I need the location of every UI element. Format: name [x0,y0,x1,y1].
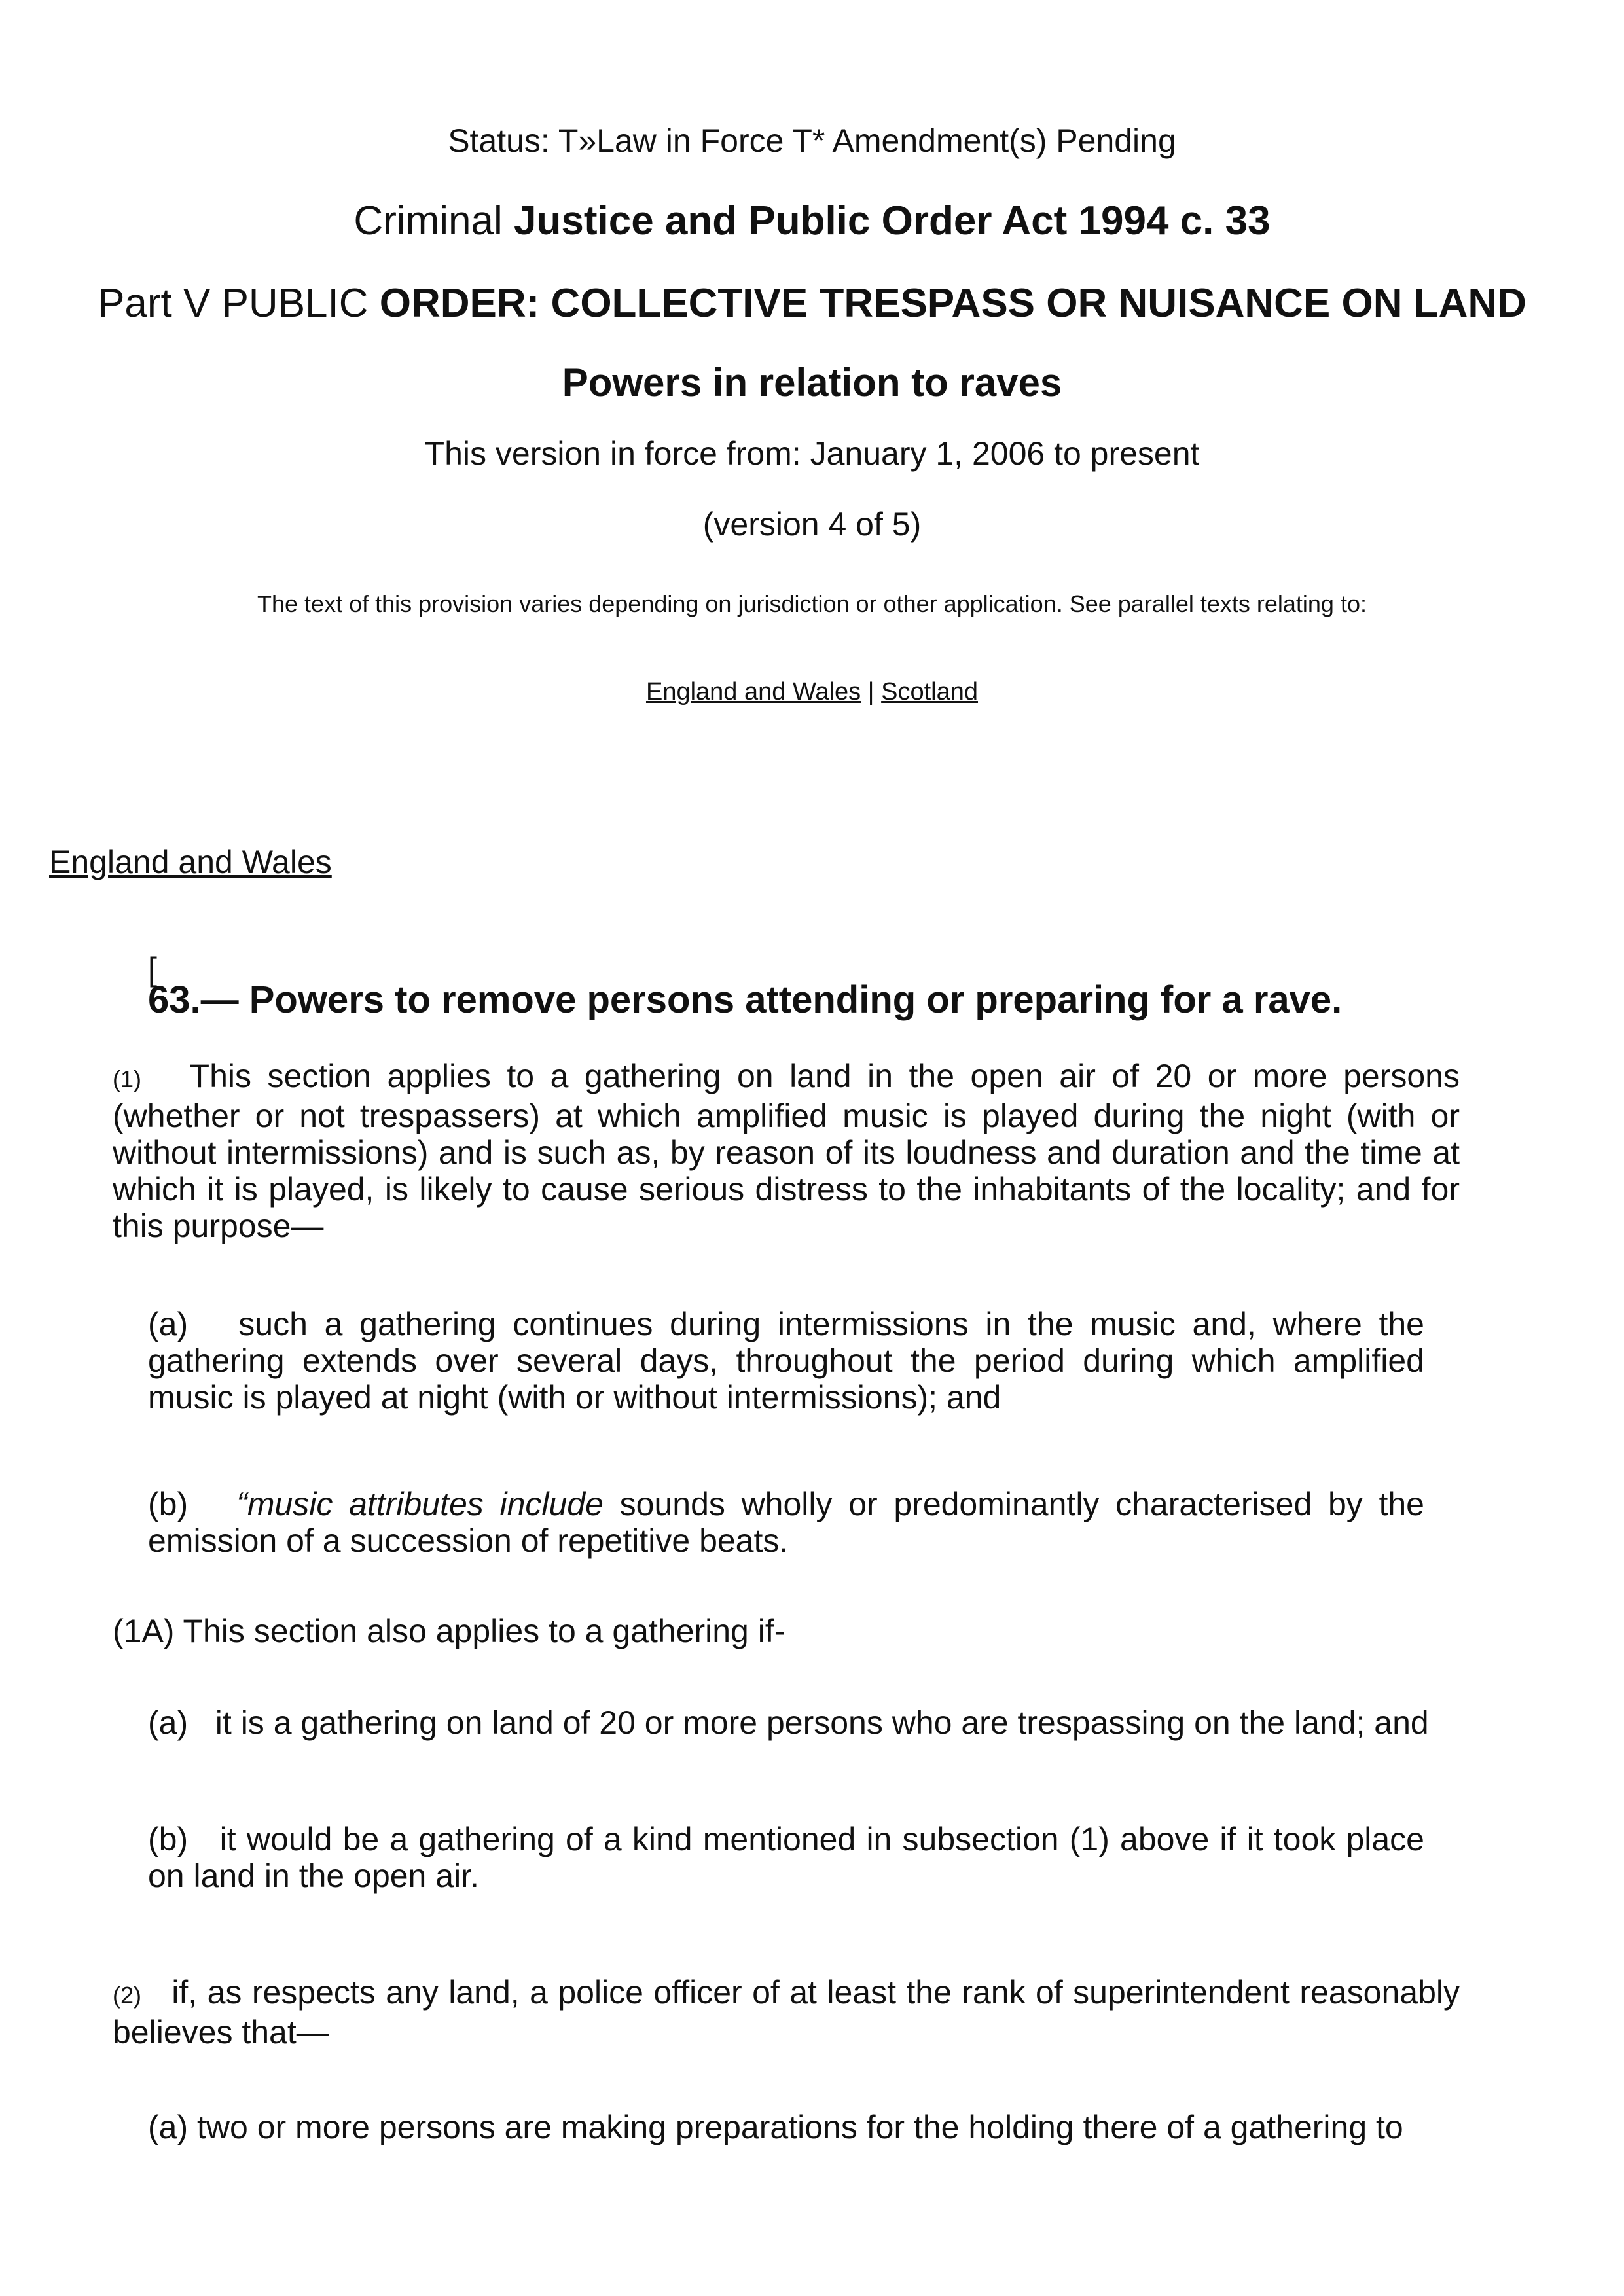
para-a-text: it is a gathering on land of 20 or more persons who are trespassing on the land; and [215,1704,1429,1741]
para-b-text: it would be a gathering of a kind mentioned in subsection (1) above if it took place on land in the open air. [148,1821,1424,1894]
subsection-1-para-b [148,1486,1424,1559]
subsection-2 [113,1974,1460,2051]
para-b-number: (b) [148,1486,189,1522]
england-wales-link[interactable]: England and Wales [645,678,861,706]
para-a-number: (a) [148,1306,189,1342]
subsection-2-para-a: (a) two or more persons are making preparations for the holding there of a gathering to [148,2109,1403,2145]
opening-bracket: [ [148,951,157,988]
para-b-italic-term: “music attributes include [236,1486,604,1522]
subsection-1A-para-a [148,1704,1457,1741]
act-title [0,198,1624,244]
link-separator: | [861,678,882,706]
part-title [0,280,1624,327]
subsection-1-text: This section applies to a gathering on land in the open air of 20 or more persons (whether or not trespassers) at which amplified music is played during the night (with or without intermissions) and is such as, by reason of its loudness and duration and the time at which it is played, is likely to cause serious distress to the inhabitants of the locality; and for this purpose— [113,1058,1460,1244]
part-title-main: ORDER: COLLECTIVE TRESPASS OR NUISANCE ON LAND [379,281,1526,326]
section-heading: Powers in relation to raves [562,361,1062,404]
para-a-text: such a gathering continues during intermissions in the music and, where the gathering extends over several days, throughout the period during which amplified music is played at night (with or without intermissions); and [148,1306,1424,1416]
subsection-1A-para-b [148,1821,1424,1894]
subsection-1A: (1A) This section also applies to a gathering if- [113,1613,785,1649]
part-title-prefix: Part V PUBLIC [98,281,380,326]
jurisdiction-links [0,678,1624,706]
subsection-1-number: (1) [113,1066,141,1092]
para-b-text: sounds wholly or predominantly characterised by the emission of a succession of repetitive beats. [148,1486,1424,1559]
section-title: 63.— Powers to remove persons attending or preparing for a rave. [148,978,1343,1021]
act-title-main: Justice and Public Order Act 1994 c. 33 [514,198,1271,243]
scotland-link[interactable]: Scotland [881,678,979,706]
status-line: Status: T»Law in Force T* Amendment(s) Pending [448,122,1176,159]
para-b-number: (b) [148,1821,189,1857]
parallel-texts-note: The text of this provision varies depending on jurisdiction or other application. See parallel texts relating to: [257,590,1367,617]
version-number: (version 4 of 5) [702,506,922,543]
subsection-2-number: (2) [113,1982,141,2009]
subsection-1-para-a [148,1306,1424,1416]
jurisdiction-heading: England and Wales [49,844,332,880]
para-a-number: (a) [148,1704,189,1741]
subsection-1 [113,1058,1460,1244]
version-range: This version in force from: January 1, 2006 to present [424,435,1200,472]
act-title-prefix: Criminal [353,198,514,243]
subsection-2-text: if, as respects any land, a police officer of at least the rank of superintendent reasonably believes that— [113,1974,1460,2051]
